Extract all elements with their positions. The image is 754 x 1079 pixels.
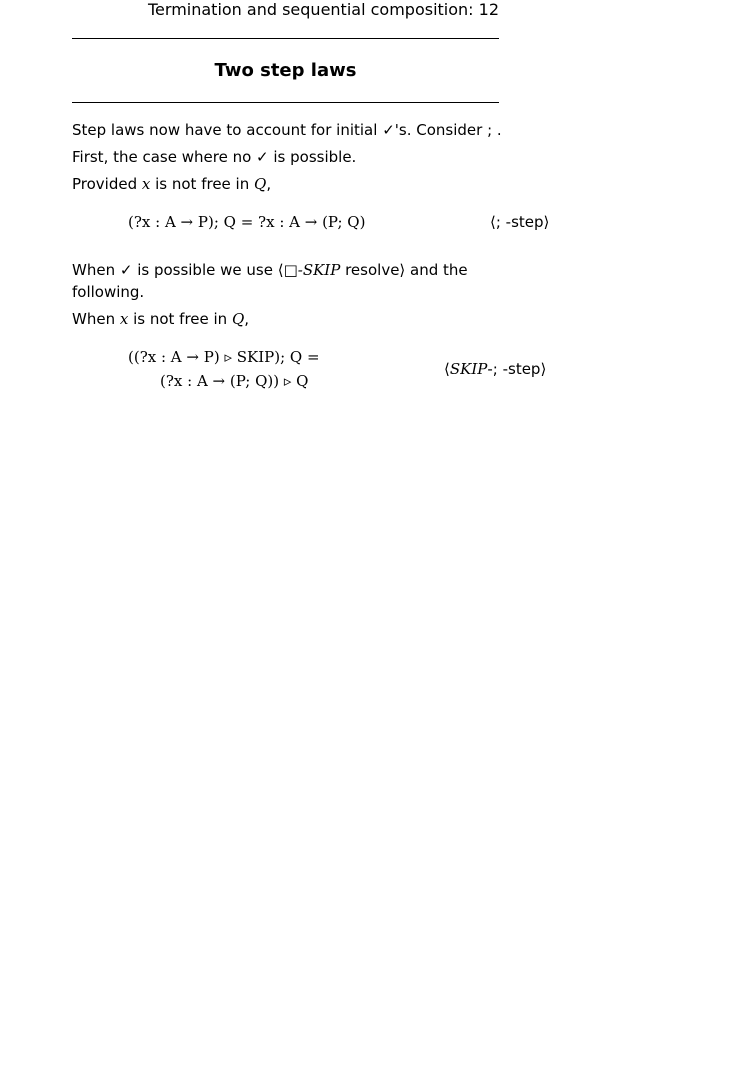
- p4-line-1: [72, 259, 468, 281]
- p3-text-c: ,: [266, 175, 272, 193]
- variable-q: Q: [254, 175, 267, 193]
- p5-text-a: When: [72, 310, 120, 328]
- p4-text-b: is possible we use ⟨: [132, 261, 284, 279]
- p1-text-a: Step laws now have to account for initial: [72, 121, 383, 139]
- p3-text-b: is not free in: [150, 175, 254, 193]
- paragraph-4: [72, 259, 468, 303]
- running-header: Termination and sequential composition: 12: [148, 0, 499, 19]
- paragraph-2: [72, 146, 356, 168]
- p2-text-a: First, the case where no: [72, 148, 257, 166]
- law-skip-seq-step-formula-line-2: (?x : A → (P; Q)) ▹ Q: [160, 372, 309, 390]
- paragraph-5: [72, 308, 249, 330]
- law-seq-step-tag: ⟨; -step⟩: [490, 213, 550, 231]
- paragraph-1: [72, 119, 502, 141]
- p5-text-b: is not free in: [128, 310, 232, 328]
- skip-keyword: SKIP: [449, 360, 488, 378]
- law-skip-seq-step-formula-line-1: ((?x : A → P) ▹ SKIP); Q =: [128, 348, 320, 366]
- section-title: Two step laws: [214, 60, 357, 81]
- tag-rest: -; -step⟩: [487, 360, 547, 378]
- p4-text-c: resolve⟩ and the: [340, 261, 468, 279]
- tick-symbol: ✓: [382, 121, 395, 139]
- p5-text-c: ,: [244, 310, 250, 328]
- skip-keyword: -SKIP: [297, 261, 341, 279]
- box-symbol: □: [283, 261, 298, 279]
- p4-line-2: following.: [72, 283, 145, 301]
- p1-text-b: 's. Consider ; .: [394, 121, 502, 139]
- tag-open: ⟨: [444, 360, 450, 378]
- variable-x: x: [119, 310, 129, 328]
- p2-text-b: is possible.: [268, 148, 357, 166]
- variable-x: x: [141, 175, 151, 193]
- paragraph-3: [72, 173, 271, 195]
- tick-symbol: ✓: [256, 148, 269, 166]
- title-rule: [72, 102, 499, 103]
- tick-symbol: ✓: [119, 261, 133, 279]
- law-skip-seq-step-tag: [444, 360, 546, 378]
- top-rule: [72, 38, 499, 39]
- p4-text-a: When: [72, 261, 120, 279]
- variable-q: Q: [231, 310, 245, 328]
- law-seq-step-formula: (?x : A → P); Q = ?x : A → (P; Q): [128, 213, 366, 231]
- p3-text-a: Provided: [72, 175, 142, 193]
